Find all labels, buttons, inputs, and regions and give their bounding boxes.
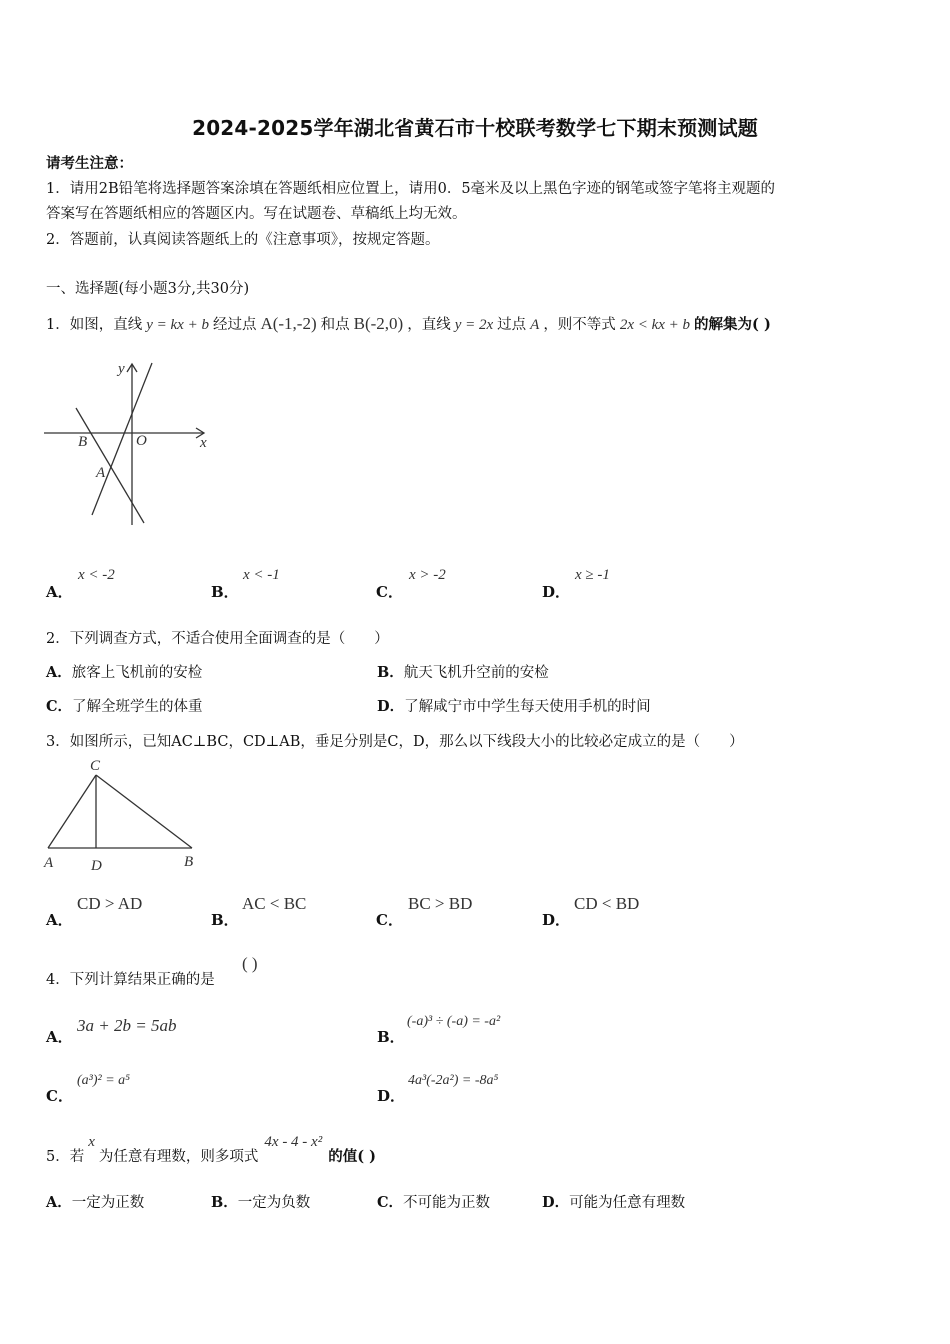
q1-math-point-b: B(-2,0) <box>353 314 404 333</box>
q1-text-2: 经过点 <box>212 317 257 333</box>
q1-fig-x-label: x <box>200 435 207 451</box>
q1-fig-b-label: B <box>78 434 88 450</box>
question-5-stem <box>46 1134 376 1166</box>
q3-option-b-label: B． <box>211 911 239 929</box>
q1-math-inequality: 2x < kx + b <box>619 317 691 333</box>
q5-text-1: 5．若 <box>46 1149 85 1165</box>
q5-option-c-text: 不可能为正数 <box>403 1195 491 1211</box>
notice-line-2: 2．答题前，认真阅读答题纸上的《注意事项》，按规定答题。 <box>46 232 440 248</box>
q1-math-point-a: A(-1,-2) <box>260 314 317 333</box>
question-2-stem: 2．下列调查方式，不适合使用全面调查的是（ ） <box>46 631 389 647</box>
q1-text-4: ，直线 <box>407 317 451 333</box>
q4-answer-paren: ( ) <box>242 954 258 973</box>
question-4-stem: 4．下列计算结果正确的是 <box>46 972 215 988</box>
q1-text-1: 1．如图，直线 <box>46 317 143 333</box>
q4-option-b-label: B． <box>377 1028 405 1046</box>
q3-option-a-label: A． <box>46 911 73 929</box>
q2-option-d-label: D． <box>377 698 405 715</box>
q1-fig-o-label: O <box>136 433 147 449</box>
q1-option-d-label: D． <box>542 583 571 601</box>
q1-math-line: y = kx + b <box>146 317 209 333</box>
q5-option-d <box>542 1191 685 1212</box>
q5-option-d-label: D． <box>542 1194 570 1211</box>
q4-option-c-value: (a³)² = a⁵ <box>77 1073 131 1088</box>
q4-option-b-value: (-a)³ ÷ (-a) = -a² <box>407 1014 501 1029</box>
q3-option-c-label: C． <box>376 911 403 929</box>
q1-option-b-label: B． <box>211 583 239 601</box>
q2-option-c-label: C． <box>46 698 73 715</box>
q1-option-c-label: C． <box>376 583 403 601</box>
q5-option-a-text: 一定为正数 <box>71 1195 145 1211</box>
q1-text-5: 过点 <box>497 317 527 333</box>
q4-option-a-label: A． <box>46 1028 73 1046</box>
q1-option-b-value: x < -1 <box>243 567 280 583</box>
q2-option-d-text: 了解咸宁市中学生每天使用手机的时间 <box>404 699 651 715</box>
q1-option-a-label: A． <box>46 583 73 601</box>
q1-fig-a-label: A <box>96 465 106 481</box>
q1-option-c-value: x > -2 <box>409 567 446 583</box>
q4-option-c-label: C． <box>46 1087 73 1105</box>
q5-option-b <box>211 1191 310 1212</box>
question-1-stem <box>46 313 771 334</box>
q2-option-a-label: A． <box>46 664 72 681</box>
q2-option-a <box>46 661 202 682</box>
section-heading: 一、选择题(每小题3分,共30分) <box>46 281 250 297</box>
notice-line-1b: 答案写在答题纸相应的答题区内。写在试题卷、草稿纸上均无效。 <box>46 206 467 222</box>
q1-option-a-value: x < -2 <box>78 567 115 583</box>
q1-fig-y-label: y <box>118 361 125 377</box>
q1-math-a: A <box>530 317 540 333</box>
q3-option-d-value: CD < BD <box>574 894 640 913</box>
q1-text-7: 的解集为( ) <box>694 316 771 333</box>
q4-option-a-value: 3a + 2b = 5ab <box>77 1016 177 1035</box>
q1-option-d-value: x ≥ -1 <box>575 567 610 583</box>
q2-option-d <box>377 695 651 716</box>
q3-fig-c-label: C <box>90 758 101 774</box>
q3-option-d-label: D． <box>542 911 571 929</box>
q5-math-x: x <box>88 1134 95 1150</box>
q2-option-b-label: B． <box>377 664 404 681</box>
q1-text-3: 和点 <box>320 317 350 333</box>
q5-option-c <box>377 1191 490 1212</box>
q1-math-line2: y = 2x <box>454 317 494 333</box>
q5-option-a-label: A． <box>46 1194 72 1211</box>
q4-option-d-label: D． <box>377 1087 406 1105</box>
page-title: 2024-2025学年湖北省黄石市十校联考数学七下期末预测试题 <box>192 116 758 140</box>
q3-triangle-figure <box>40 755 210 875</box>
q5-option-a <box>46 1191 144 1212</box>
notice-line-1a: 1．请用2B铅笔将选择题答案涂填在答题纸相应位置上，请用0．5毫米及以上黑色字迹的钢笔或签字笔将主观题的 <box>46 181 776 197</box>
q5-text-3: 的值( ) <box>328 1148 376 1165</box>
q1-coordinate-figure <box>44 355 214 530</box>
q4-option-d-value: 4a³(-2a²) = -8a⁵ <box>408 1073 499 1088</box>
q5-option-b-text: 一定为负数 <box>237 1195 311 1211</box>
q2-option-a-text: 旅客上飞机前的安检 <box>71 665 203 681</box>
q5-text-2: 为任意有理数，则多项式 <box>98 1149 259 1165</box>
q3-option-a-value: CD > AD <box>77 894 143 913</box>
q1-text-6: ，则不等式 <box>543 317 616 333</box>
q5-option-d-text: 可能为任意有理数 <box>569 1195 686 1211</box>
q5-option-b-label: B． <box>211 1194 238 1211</box>
q3-fig-d-label: D <box>91 858 102 874</box>
q3-option-c-value: BC > BD <box>408 894 473 913</box>
question-3-stem: 3．如图所示，已知AC⊥BC，CD⊥AB，垂足分别是C，D，那么以下线段大小的比较必定成立的是（ ） <box>46 734 744 750</box>
q2-option-b <box>377 661 549 682</box>
q2-option-c-text: 了解全班学生的体重 <box>72 699 203 715</box>
q3-fig-b-label: B <box>184 854 194 870</box>
q5-option-c-label: C． <box>377 1194 404 1211</box>
q3-option-b-value: AC < BC <box>242 894 307 913</box>
q5-math-polynomial: 4x - 4 - x² <box>264 1134 323 1150</box>
q2-option-b-text: 航天飞机升空前的安检 <box>403 665 549 681</box>
notice-heading: 请考生注意： <box>46 155 133 172</box>
q3-fig-a-label: A <box>44 855 54 871</box>
q2-option-c <box>46 695 203 716</box>
